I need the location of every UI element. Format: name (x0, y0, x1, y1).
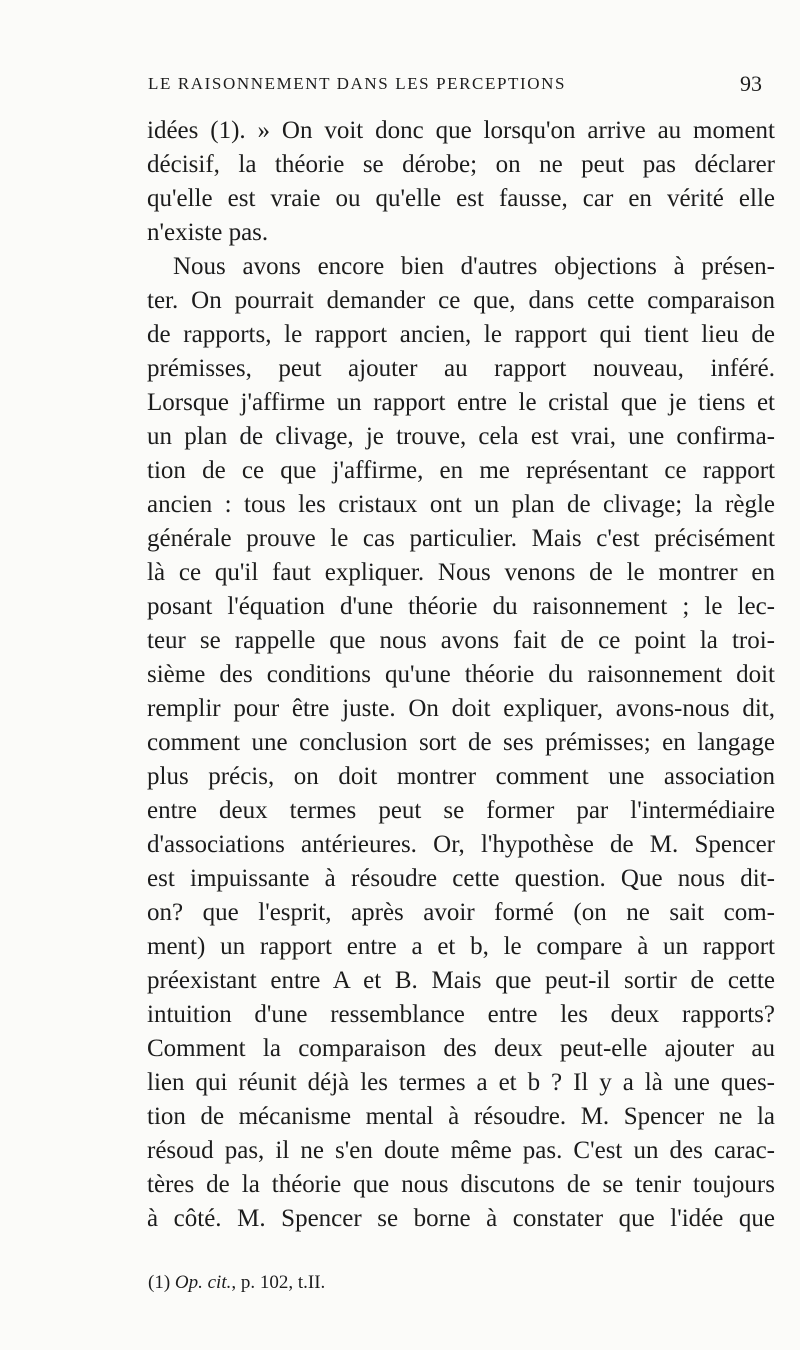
running-title: LE RAISONNEMENT DANS LES PERCEPTIONS (148, 74, 567, 93)
text-line: idées (1). » On voit donc que lorsqu'on arrive au moment (147, 117, 775, 144)
text-line: d'associations antérieures. Or, l'hypothèse de M. Spencer (147, 831, 775, 858)
text-line: Nous avons encore bien d'autres objections à présen- (173, 253, 775, 280)
footnote-marker: (1) (148, 1272, 171, 1293)
text-line: tères de la théorie que nous discutons de se tenir toujours (147, 1171, 775, 1198)
body-text (147, 114, 775, 1236)
text-line: ancien : tous les cristaux ont un plan de clivage; la règle (147, 491, 775, 518)
text-line: tion de mécanisme mental à résoudre. M. Spencer ne la (147, 1103, 775, 1130)
text-line: lien qui réunit déjà les termes a et b ? Il y a là une ques- (147, 1069, 775, 1096)
running-header (148, 71, 780, 104)
footnote-location: , p. 102, t.II. (231, 1272, 326, 1293)
text-line: est impuissante à résoudre cette question. Que nous dit- (147, 865, 775, 892)
page-number: 93 (740, 71, 762, 96)
text-line: de rapports, le rapport ancien, le rapport qui tient lieu de (147, 321, 775, 348)
text-line: Lorsque j'affirme un rapport entre le cristal que je tiens et (147, 389, 775, 416)
text-line: un plan de clivage, je trouve, cela est vrai, une confirma- (147, 423, 775, 450)
text-line: remplir pour être juste. On doit expliquer, avons-nous dit, (147, 695, 775, 722)
text-line: prémisses, peut ajouter au rapport nouveau, inféré. (147, 355, 775, 382)
footnote (148, 1272, 325, 1294)
text-line: résoud pas, il ne s'en doute même pas. C'est un des carac- (147, 1137, 775, 1164)
text-line: on? que l'esprit, après avoir formé (on ne sait com- (147, 899, 775, 926)
text-line: tion de ce que j'affirme, en me représentant ce rapport (147, 457, 775, 484)
text-line: sième des conditions qu'une théorie du raisonnement doit (147, 661, 775, 688)
text-line: ment) un rapport entre a et b, le compare à un rapport (147, 933, 775, 960)
text-line: Comment la comparaison des deux peut-elle ajouter au (147, 1035, 775, 1062)
text-line: là ce qu'il faut expliquer. Nous venons de le montrer en (147, 559, 775, 586)
text-line: générale prouve le cas particulier. Mais c'est précisément (147, 525, 775, 552)
text-line: décisif, la théorie se dérobe; on ne peut pas déclarer (147, 151, 775, 178)
text-line: à côté. M. Spencer se borne à constater que l'idée que (147, 1205, 775, 1232)
text-line: comment une conclusion sort de ses prémisses; en langage (147, 729, 775, 756)
text-line: teur se rappelle que nous avons fait de ce point la troi- (147, 627, 775, 654)
text-line: ter. On pourrait demander ce que, dans cette comparaison (147, 287, 775, 314)
text-line: qu'elle est vraie ou qu'elle est fausse, car en vérité elle (147, 185, 775, 212)
text-line: préexistant entre A et B. Mais que peut-il sortir de cette (147, 967, 775, 994)
footnote-reference: Op. cit. (174, 1272, 232, 1293)
text-line: intuition d'une ressemblance entre les deux rapports? (147, 1001, 775, 1028)
text-line: posant l'équation d'une théorie du raisonnement ; le lec- (147, 593, 775, 620)
text-line: n'existe pas. (147, 219, 269, 246)
text-line: entre deux termes peut se former par l'intermédiaire (147, 797, 775, 824)
text-line: plus précis, on doit montrer comment une association (147, 763, 775, 790)
